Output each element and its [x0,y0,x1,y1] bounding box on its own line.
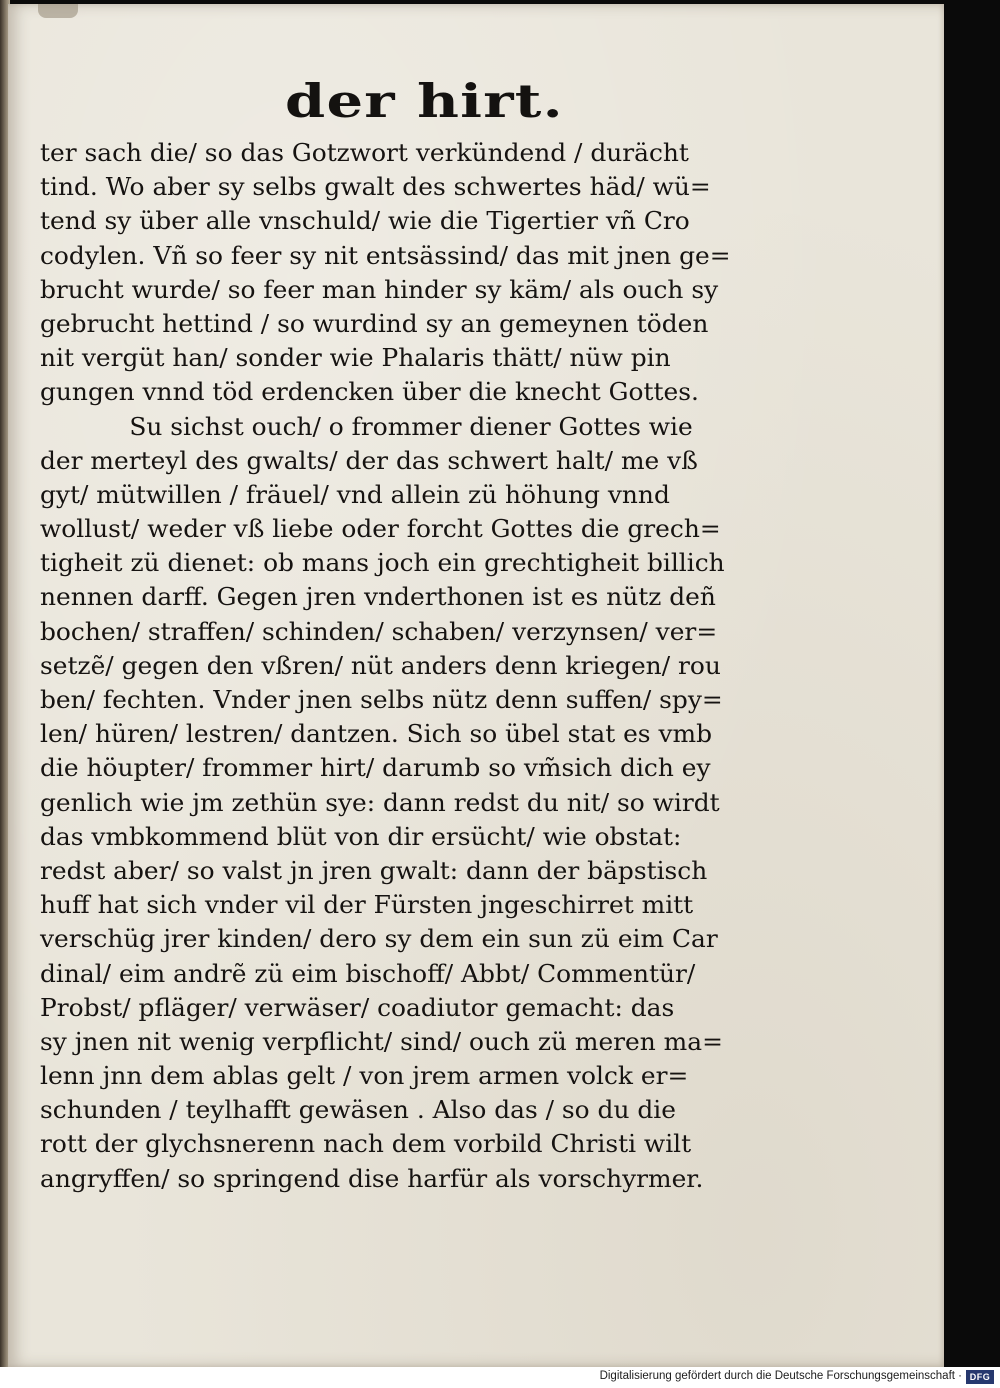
text-line: angryffen/ so springend dise harfür als vorschyrmer. [40,1163,704,1193]
text-line: verschüg jrer kinden/ dero sy dem ein sun zü eim Car [40,924,718,954]
text-line: ben/ fechten. Vnder jnen selbs nütz denn suffen/ spy= [40,685,723,714]
text-line: schunden / teylhafft gewäsen . Also das / so du die [40,1095,676,1125]
text-line: sy jnen nit wenig verpflicht/ sind/ ouch zü meren ma= [40,1026,723,1056]
text-line: rott der glychsnerenn nach dem vorbild Christi wilt [40,1129,692,1159]
body-text [40,136,760,1196]
scanned-page [8,4,944,1367]
text-line: das vmbkommend blüt von dir ersücht/ wie obstat: [40,821,682,851]
footer-bar [0,1367,1000,1388]
running-head: der hirt. [285,74,564,128]
text-line: huff hat sich vnder vil der Fürsten jngeschirret mitt [40,890,694,920]
text-line: setzẽ/ gegen den vßren/ nüt anders denn kriegen/ rou [40,650,721,680]
text-line: wollust/ weder vß liebe oder forcht Gottes die grech= [40,514,721,544]
text-line: bochen/ straffen/ schinden/ schaben/ verzynsen/ ver= [40,616,718,646]
text-line: tind. Wo aber sy selbs gwalt des schwertes häd/ wü= [40,172,711,202]
text-line: der merteyl des gwalts/ der das schwert halt/ me vß [40,445,698,475]
text-line: gyt/ mütwillen / fräuel/ vnd allein zü höhung vnnd [40,479,670,509]
text-line: dinal/ eim andrẽ zü eim bischoff/ Abbt/ Commentür/ [40,958,696,988]
text-line: ter sach die/ so das Gotzwort verkündend / durächt [40,138,689,167]
text-line: tend sy über alle vnschuld/ wie die Tigertier vñ Cro [40,206,690,236]
text-line: nit vergüt han/ sonder wie Phalaris thätt/ nüw pin [40,343,671,373]
text-line: codylen. Vñ so feer sy nit entsässind/ das mit jnen ge= [40,240,731,270]
text-line: Probst/ pfläger/ verwäser/ coadiutor gemacht: das [40,992,675,1022]
text-line: lenn jnn dem ablas gelt / von jrem armen volck er= [40,1061,689,1091]
text-line: tigheit zü dienet: ob mans joch ein grechtigheit billich [40,548,725,578]
digitization-credit: Digitalisierung gefördert durch die Deutsche Forschungsgemeinschaft · [599,1370,962,1382]
text-line: gebrucht hettind / so wurdind sy an gemeynen töden [40,308,709,338]
text-line: gungen vnnd töd erdencken über die knecht Gottes. [40,377,699,407]
text-line: len/ hüren/ lestren/ dantzen. Sich so übel stat es vmb [40,719,713,749]
page-corner-mark [38,4,78,18]
text-line: brucht wurde/ so feer man hinder sy käm/ als ouch sy [40,274,719,304]
text-line: genlich wie jm zethün sye: dann redst du nit/ so wirdt [40,787,720,817]
dfg-logo: DFG [966,1370,994,1384]
text-line: Su sichst ouch/ o frommer diener Gottes wie [129,411,693,441]
text-line: redst aber/ so valst jn jren gwalt: dann der bäpstisch [40,855,708,885]
text-line: die höupter/ frommer hirt/ darumb so vm̃sich dich ey [40,753,711,783]
text-line: nennen darff. Gegen jren vnderthonen ist es nütz deñ [40,582,716,612]
